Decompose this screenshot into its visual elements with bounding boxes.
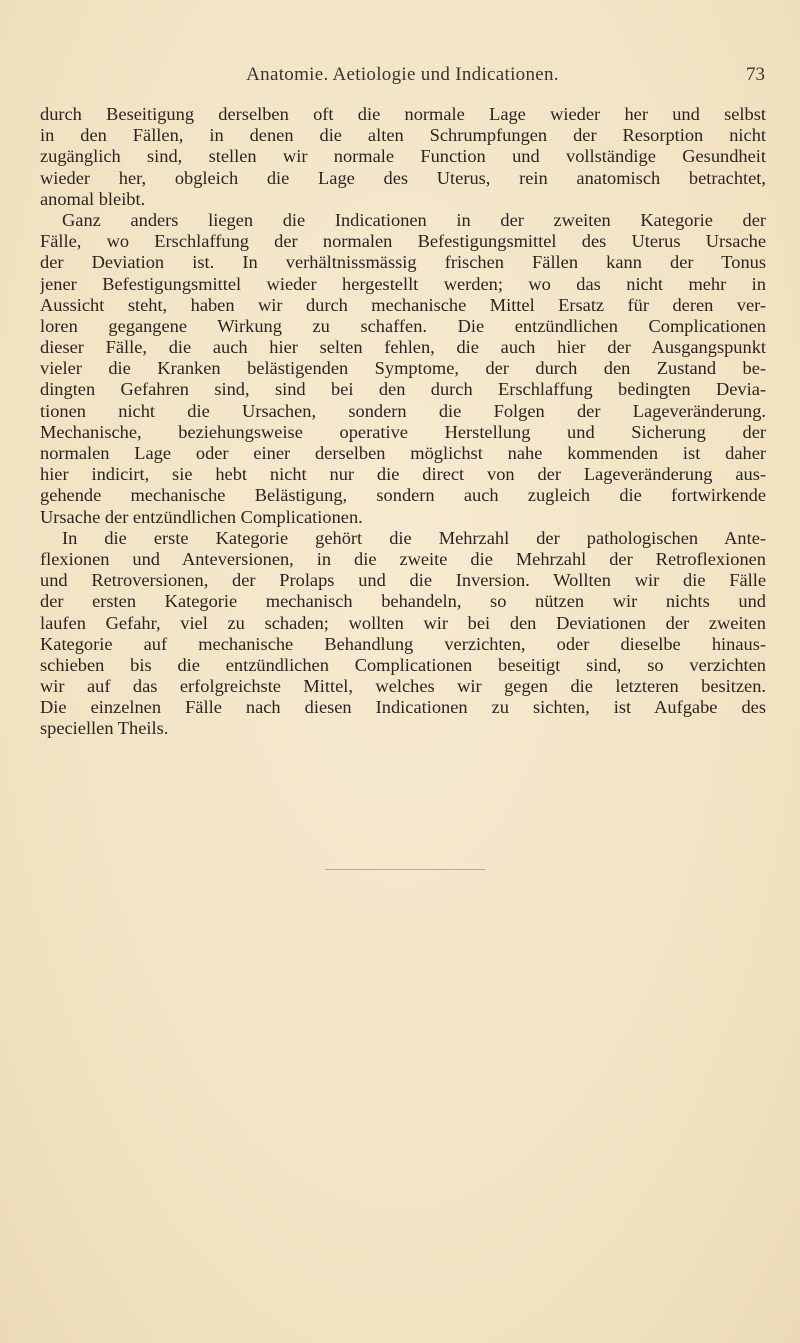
text-line: Mechanische, beziehungsweise operative Herstellung und Sicherung der [40, 421, 766, 442]
text-line: der ersten Kategorie mechanisch behandeln, so nützen wir nichts und [40, 591, 766, 612]
text-line: durch Beseitigung derselben oft die normale Lage wieder her und selbst [40, 104, 766, 124]
text-line: vieler die Kranken belästigenden Symptome, der durch den Zustand be- [40, 358, 766, 379]
running-title: Anatomie. Aetiologie und Indicationen. [246, 64, 559, 85]
text-line: und Retroversionen, der Prolaps und die Inversion. Wollten wir die Fälle [40, 570, 766, 591]
text-line: wieder her, obgleich die Lage des Uterus, rein anatomisch betrachtet, [40, 167, 766, 188]
page-number: 73 [746, 64, 765, 85]
text-line: Ganz anders liegen die Indicationen in der zweiten Kategorie der [62, 209, 766, 230]
text-line: flexionen und Anteversionen, in die zweite die Mehrzahl der Retroflexionen [40, 548, 766, 569]
text-line: laufen Gefahr, viel zu schaden; wollten wir bei den Deviationen der zweiten [40, 612, 766, 633]
text-line: wir auf das erfolgreichste Mittel, welches wir gegen die letzteren besitzen. [40, 676, 766, 697]
text-line: Die einzelnen Fälle nach diesen Indicationen zu sichten, ist Aufgabe des [40, 697, 766, 718]
text-line: dingten Gefahren sind, sind bei den durch Erschlaffung bedingten Devia- [40, 379, 766, 400]
text-line: hier indicirt, sie hebt nicht nur die direct von der Lageveränderung aus- [40, 464, 766, 485]
text-line: dieser Fälle, die auch hier selten fehlen, die auch hier der Ausgangspunkt [40, 337, 766, 358]
text-line: schieben bis die entzündlichen Complicationen beseitigt sind, so verzichten [40, 654, 766, 675]
text-line: Aussicht steht, haben wir durch mechanische Mittel Ersatz für deren ver- [40, 294, 766, 315]
running-header [40, 64, 765, 88]
text-line: tionen nicht die Ursachen, sondern die Folgen der Lageveränderung. [40, 400, 766, 421]
text-line: jener Befestigungsmittel wieder hergestellt werden; wo das nicht mehr in [40, 273, 766, 294]
text-line: normalen Lage oder einer derselben möglichst nahe kommenden ist daher [40, 443, 766, 463]
text-line: In die erste Kategorie gehört die Mehrzahl der pathologischen Ante- [62, 527, 766, 548]
text-line: gehende mechanische Belästigung, sondern auch zugleich die fortwirkende [40, 485, 766, 506]
text-line: speciellen Theils. [40, 718, 169, 739]
text-line: der Deviation ist. In verhältnissmässig frischen Fällen kann der Tonus [40, 252, 766, 273]
text-line: zugänglich sind, stellen wir normale Function und vollständige Gesundheit [40, 146, 766, 167]
text-line: loren gegangene Wirkung zu schaffen. Die entzündlichen Complicationen [40, 315, 766, 336]
text-line: Fälle, wo Erschlaffung der normalen Befestigungsmittel des Uterus Ursache [40, 231, 766, 252]
text-line: in den Fällen, in denen die alten Schrumpfungen der Resorption nicht [40, 125, 766, 146]
text-line: Kategorie auf mechanische Behandlung verzichten, oder dieselbe hinaus- [40, 633, 766, 654]
body-text [40, 104, 766, 740]
text-line: anomal bleibt. [40, 188, 146, 209]
section-divider [325, 869, 485, 870]
text-line: Ursache der entzündlichen Complicationen. [40, 506, 363, 527]
